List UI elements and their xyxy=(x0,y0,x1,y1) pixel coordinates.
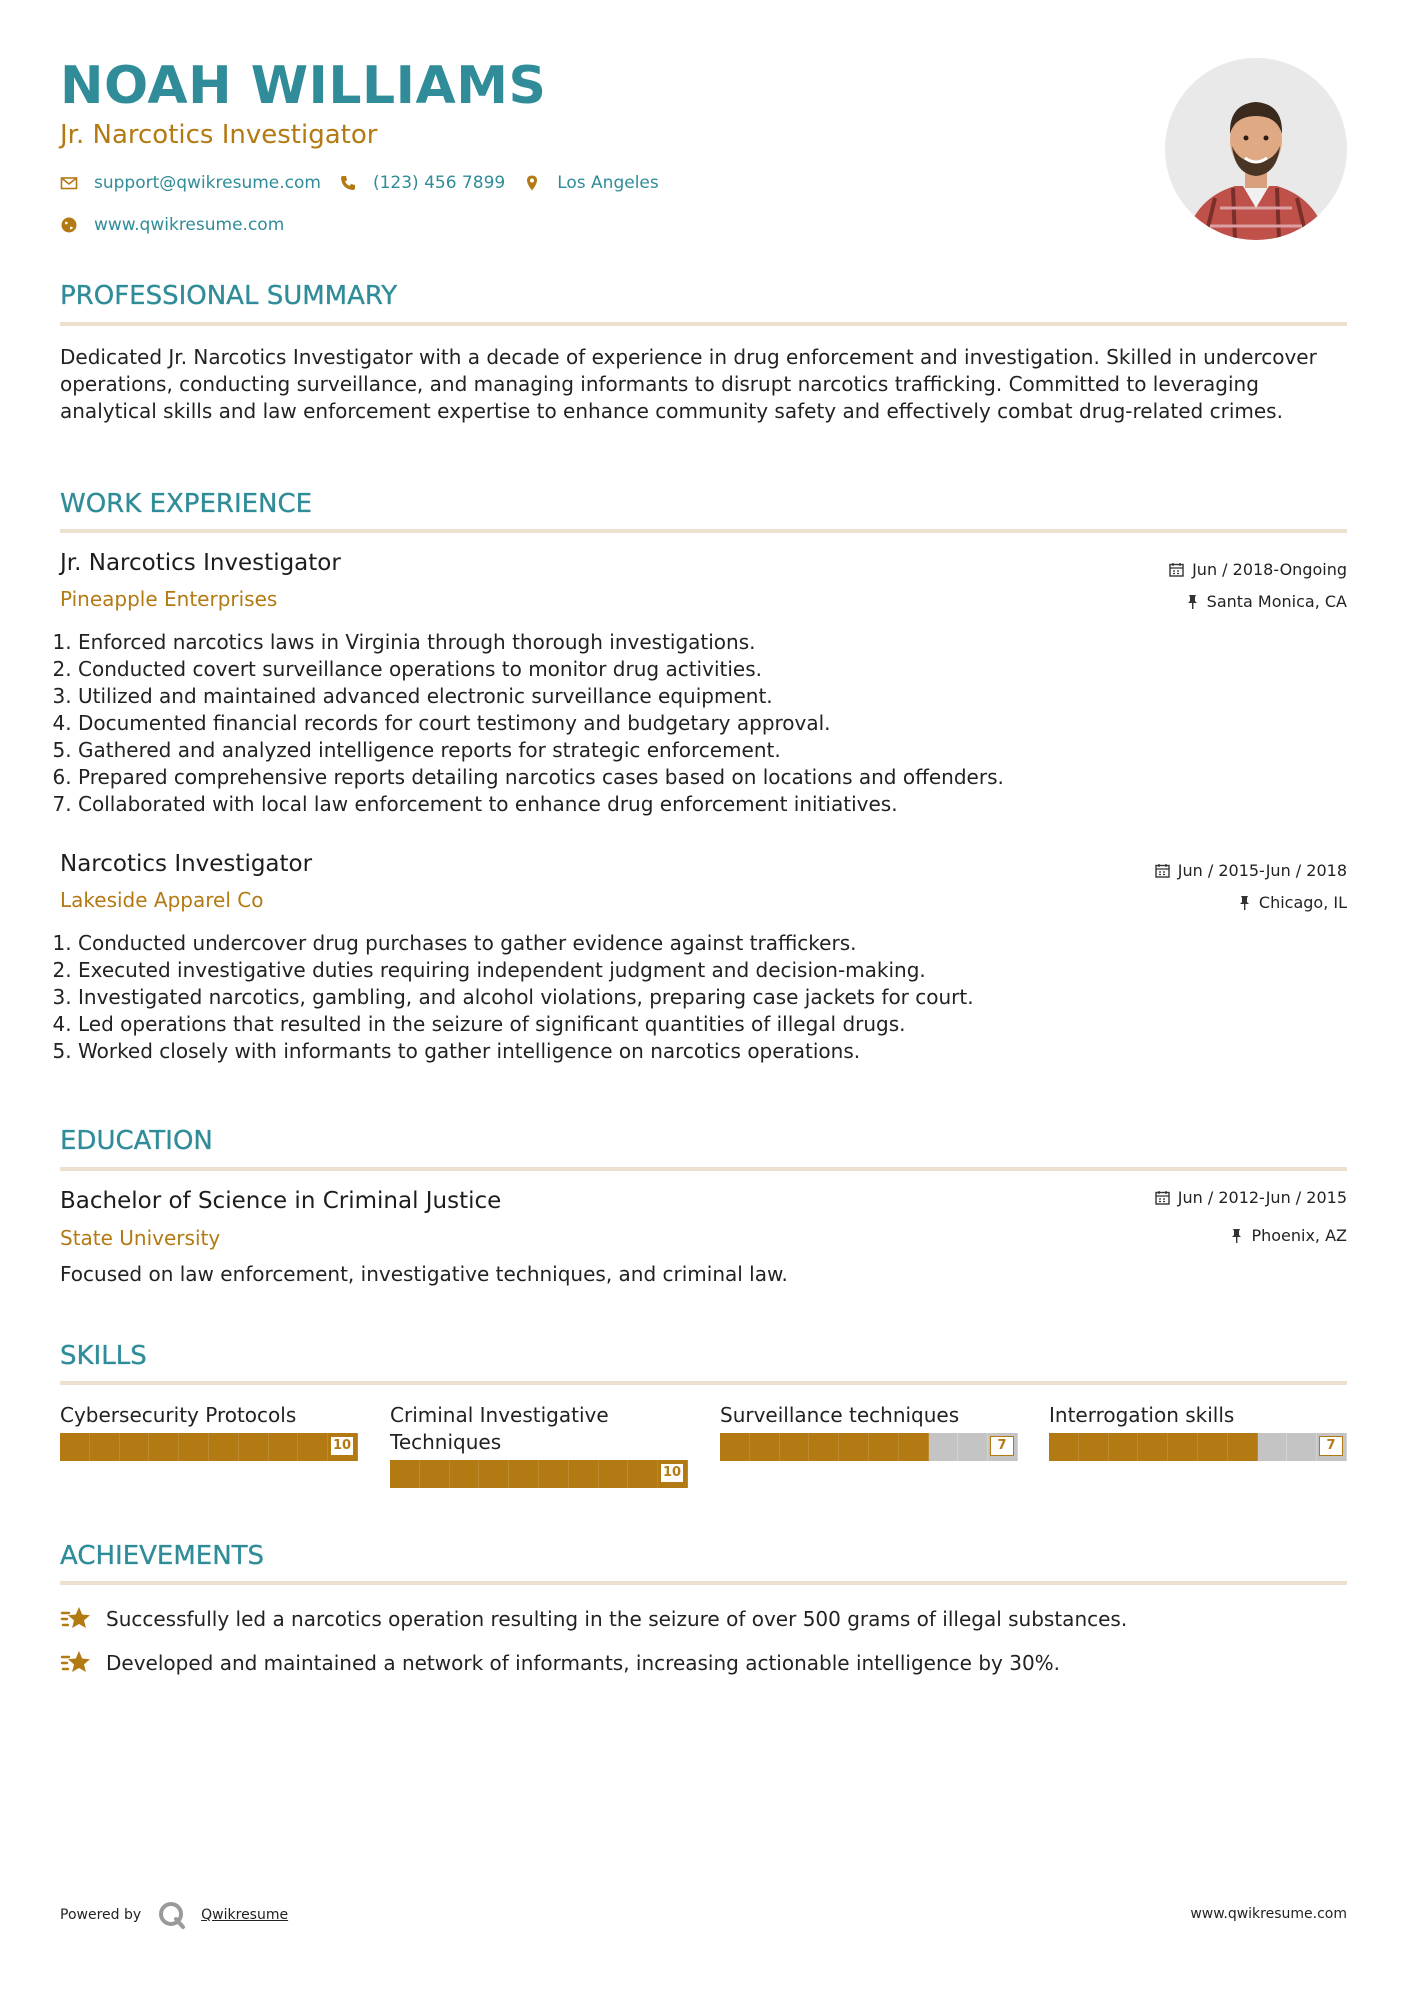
education-location-text: Phoenix, AZ xyxy=(1251,1226,1347,1245)
skill-bar-segment xyxy=(1198,1433,1228,1461)
experience-heading: WORK EXPERIENCE xyxy=(60,489,313,519)
skill-bar-segment xyxy=(1079,1433,1109,1461)
skill-bar-segment xyxy=(420,1460,450,1488)
skill-bar xyxy=(390,1460,688,1488)
contact-email[interactable] xyxy=(60,173,321,193)
list-item: 6. Prepared comprehensive reports detailing narcotics cases based on locations and offenders. xyxy=(78,764,1347,791)
skill-bar-segment xyxy=(1109,1433,1139,1461)
footer-branding xyxy=(60,1900,288,1930)
skill-bar-segment xyxy=(1258,1433,1288,1461)
skill-bar-segment xyxy=(1287,1433,1317,1461)
job-company: Lakeside Apparel Co xyxy=(60,888,264,912)
skill-bar-segment xyxy=(869,1433,899,1461)
achievement-text: Successfully led a narcotics operation resulting in the seizure of over 500 grams of illegal substances. xyxy=(106,1607,1128,1631)
location-text: Los Angeles xyxy=(557,173,659,193)
list-item: 3. Investigated narcotics, gambling, and alcohol violations, preparing case jackets for court. xyxy=(78,984,1347,1011)
summary-text: Dedicated Jr. Narcotics Investigator with a decade of experience in drug enforcement and investigation. Skilled in undercover operations, conducting surveillance, and managing informants to disrupt narcotics trafficking. Committed to leveraging analytical skills and law enforcement expertise to enhance community safety and effectively combat drug-related crimes. xyxy=(60,345,1317,423)
job-location-text: Chicago, IL xyxy=(1258,893,1347,912)
skill-level: 7 xyxy=(990,1436,1014,1456)
list-item: 3. Utilized and maintained advanced electronic surveillance equipment. xyxy=(78,683,1347,710)
education-dates xyxy=(1155,1188,1347,1207)
skill-bar-segment xyxy=(1138,1433,1168,1461)
list-item: 4. Led operations that resulted in the seizure of significant quantities of illegal drugs. xyxy=(78,1011,1347,1038)
achievement-item xyxy=(60,1649,1060,1677)
job-role: Jr. Narcotics Investigator xyxy=(60,550,341,576)
achievement-text: Developed and maintained a network of informants, increasing actionable intelligence by 30%. xyxy=(106,1651,1061,1675)
list-item: 5. Gathered and analyzed intelligence reports for strategic enforcement. xyxy=(78,737,1347,764)
job-dates xyxy=(1155,861,1347,880)
education-dates-text: Jun / 2012-Jun / 2015 xyxy=(1177,1188,1347,1207)
globe-icon xyxy=(60,216,78,234)
phone-icon xyxy=(339,174,357,192)
skill-bar-segment xyxy=(750,1433,780,1461)
footer-website[interactable]: www.qwikresume.com xyxy=(1190,1906,1347,1922)
skill-item xyxy=(60,1402,358,1461)
education-heading: EDUCATION xyxy=(60,1126,213,1156)
pushpin-icon xyxy=(1186,594,1199,609)
skill-bar-segment xyxy=(569,1460,599,1488)
achievements-heading: ACHIEVEMENTS xyxy=(60,1541,265,1571)
skill-name: Interrogation skills xyxy=(1049,1403,1235,1427)
skill-name: Criminal Investigative Techniques xyxy=(390,1403,609,1454)
skill-bar-segment xyxy=(298,1433,328,1461)
skill-bar-segment xyxy=(628,1460,658,1488)
skill-bar xyxy=(720,1433,1018,1461)
skill-bar-segment xyxy=(60,1433,90,1461)
job-bullets xyxy=(60,930,1347,1065)
job-company: Pineapple Enterprises xyxy=(60,587,278,611)
qwikresume-logo-icon xyxy=(157,1900,187,1930)
summary-divider xyxy=(60,322,1347,326)
envelope-icon xyxy=(60,174,78,192)
skill-bar-segment xyxy=(149,1433,179,1461)
pushpin-icon xyxy=(1238,895,1251,910)
skill-bar-segment xyxy=(239,1433,269,1461)
skill-name: Cybersecurity Protocols xyxy=(60,1403,297,1427)
skill-bar-segment xyxy=(720,1433,750,1461)
website-text: www.qwikresume.com xyxy=(94,215,285,235)
star-award-icon xyxy=(60,1605,92,1633)
list-item: 2. Conducted covert surveillance operations to monitor drug activities. xyxy=(78,656,1347,683)
list-item: 4. Documented financial records for court testimony and budgetary approval. xyxy=(78,710,1347,737)
skill-bar-segment xyxy=(509,1460,539,1488)
job-role: Narcotics Investigator xyxy=(60,851,313,877)
calendar-icon xyxy=(1155,863,1170,878)
skill-bar-segment xyxy=(1049,1433,1079,1461)
summary-heading: PROFESSIONAL SUMMARY xyxy=(60,281,398,311)
experience-divider xyxy=(60,529,1347,533)
skill-bar-segment xyxy=(390,1460,420,1488)
skill-level: 10 xyxy=(660,1463,684,1483)
pushpin-icon xyxy=(1230,1228,1243,1243)
skill-bar-segment xyxy=(209,1433,239,1461)
list-item: 1. Conducted undercover drug purchases to gather evidence against traffickers. xyxy=(78,930,1347,957)
education-divider xyxy=(60,1167,1347,1171)
education-location xyxy=(1230,1226,1347,1245)
school: State University xyxy=(60,1226,221,1250)
phone-text: (123) 456 7899 xyxy=(372,173,506,193)
star-award-icon xyxy=(60,1649,92,1677)
job-dates xyxy=(1169,560,1347,579)
list-item: 5. Worked closely with informants to gather intelligence on narcotics operations. xyxy=(78,1038,1347,1065)
skill-bar-segment xyxy=(539,1460,569,1488)
map-pin-icon xyxy=(523,174,541,192)
skill-name: Surveillance techniques xyxy=(720,1403,960,1427)
contact-phone[interactable] xyxy=(339,173,505,193)
skill-item xyxy=(1049,1402,1347,1461)
skill-bar xyxy=(60,1433,358,1461)
calendar-icon xyxy=(1155,1190,1170,1205)
job-location xyxy=(1238,893,1347,912)
calendar-icon xyxy=(1169,562,1184,577)
job-dates-text: Jun / 2015-Jun / 2018 xyxy=(1177,861,1347,880)
resume-page xyxy=(60,0,1347,1990)
skill-level: 7 xyxy=(1319,1436,1343,1456)
job-location xyxy=(1186,592,1347,611)
skill-bar-segment xyxy=(899,1433,929,1461)
list-item: 1. Enforced narcotics laws in Virginia through thorough investigations. xyxy=(78,629,1347,656)
skills-heading: SKILLS xyxy=(60,1341,147,1371)
contact-row xyxy=(60,173,677,193)
skill-item xyxy=(720,1402,1018,1461)
email-text: support@qwikresume.com xyxy=(94,173,321,193)
skills-divider xyxy=(60,1381,1347,1385)
achievement-item xyxy=(60,1605,1127,1633)
skill-bar-segment xyxy=(1228,1433,1258,1461)
degree: Bachelor of Science in Criminal Justice xyxy=(60,1188,502,1214)
job-dates-text: Jun / 2018-Ongoing xyxy=(1192,560,1347,579)
skill-bar-segment xyxy=(179,1433,209,1461)
skill-bar-segment xyxy=(479,1460,509,1488)
skill-bar-segment xyxy=(599,1460,629,1488)
skill-bar-segment xyxy=(929,1433,959,1461)
skill-level: 10 xyxy=(330,1436,354,1456)
skill-bar-segment xyxy=(450,1460,480,1488)
candidate-name: NOAH WILLIAMS xyxy=(60,56,547,116)
skill-item xyxy=(390,1402,688,1488)
skill-bar-segment xyxy=(780,1433,810,1461)
job-bullets xyxy=(60,629,1347,818)
skill-bar-segment xyxy=(120,1433,150,1461)
contact-location xyxy=(523,173,659,193)
skill-bar-segment xyxy=(958,1433,988,1461)
contact-row-website xyxy=(60,215,302,235)
list-item: 7. Collaborated with local law enforcement to enhance drug enforcement initiatives. xyxy=(78,791,1347,818)
list-item: 2. Executed investigative duties requiring independent judgment and decision-making. xyxy=(78,957,1347,984)
contact-website[interactable] xyxy=(60,215,284,235)
profile-photo xyxy=(1165,58,1347,240)
powered-by-text: Powered by xyxy=(60,1907,142,1923)
skill-bar-segment xyxy=(269,1433,299,1461)
skill-bar-segment xyxy=(1168,1433,1198,1461)
avatar xyxy=(1165,58,1347,240)
skill-bar-segment xyxy=(90,1433,120,1461)
skill-bar xyxy=(1049,1433,1347,1461)
skill-bar-segment xyxy=(839,1433,869,1461)
skill-bar-segment xyxy=(809,1433,839,1461)
brand-link[interactable]: Qwikresume xyxy=(201,1907,289,1923)
candidate-title: Jr. Narcotics Investigator xyxy=(60,120,378,150)
job-location-text: Santa Monica, CA xyxy=(1206,592,1347,611)
education-description: Focused on law enforcement, investigative techniques, and criminal law. xyxy=(60,1262,788,1286)
achievements-divider xyxy=(60,1581,1347,1585)
